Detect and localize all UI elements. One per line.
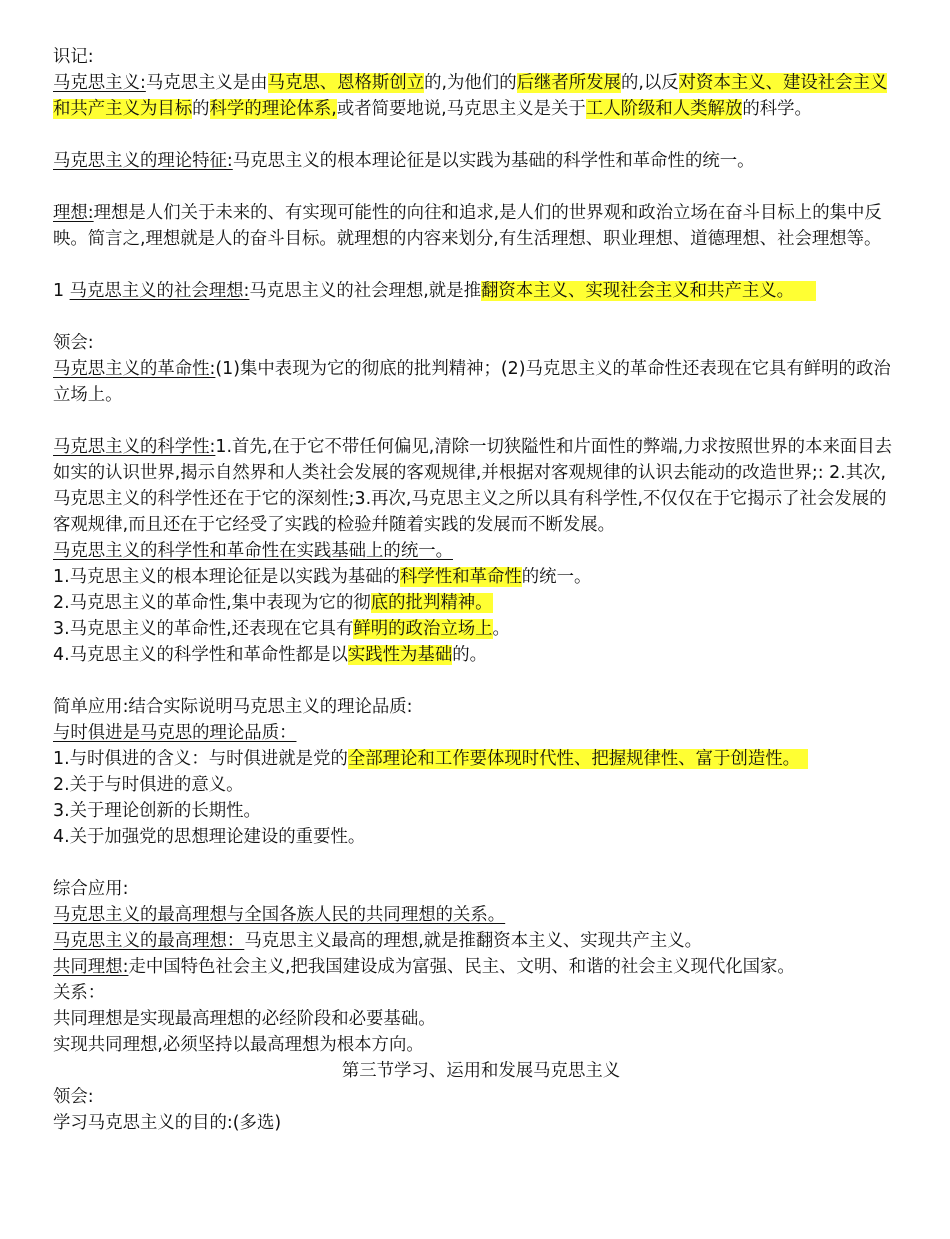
paragraph-theory-feature: 马克思主义的理论特征:马克思主义的根本理论征是以实践为基础的科学性和革命性的统一。 [53, 151, 755, 171]
relation-line: 共同理想是实现最高理想的必经阶段和必要基础。 [53, 1009, 436, 1029]
paragraph-marxism-definition: 马克思主义:马克思主义是由马克思、恩格斯创立的,为他们的后继者所发展的,以反对资本主义、建设社会主义和共产主义为目标的科学的理论体系,或者简要地说,马克思主义是关于工人阶级和人类解放的科学。 [53, 73, 888, 119]
term-scientific: 马克思主义的科学性: [53, 437, 216, 457]
highlight: 科学性和革命性 [400, 567, 522, 587]
highlight: 翻资本主义、实现社会主义和共产主义。 [481, 281, 816, 301]
question-line: 学习马克思主义的目的:(多选) [53, 1113, 282, 1133]
list-item: 2.关于与时俱进的意义。 [53, 775, 244, 795]
paragraph-highest-ideal: 马克思主义的最高理想：马克思主义最高的理想,就是推翻资本主义、实现共产主义。 [53, 931, 702, 951]
list-item: 1.马克思主义的根本理论征是以实践为基础的科学性和革命性的统一。 [53, 567, 592, 587]
paragraph-social-ideal: 1 马克思主义的社会理想:马克思主义的社会理想,就是推翻资本主义、实现社会主义和共产主义。 [53, 278, 893, 304]
highlight: 科学的理论体系, [209, 99, 337, 119]
relation-line: 实现共同理想,必须坚持以最高理想为根本方向。 [53, 1035, 424, 1055]
highlight: 底的批判精神。 [370, 593, 493, 613]
section-title: 第三节学习、运用和发展马克思主义 [341, 1061, 621, 1081]
term-highest-ideal: 马克思主义的最高理想： [53, 931, 245, 951]
list-item: 2.马克思主义的革命性,集中表现为它的彻底的批判精神。 [53, 593, 493, 613]
heading-understand: 领会: [53, 333, 94, 353]
relation-title: 马克思主义的最高理想与全国各族人民的共同理想的关系。 [53, 905, 506, 925]
heading-simple-application: 简单应用:结合实际说明马克思主义的理论品质: [53, 697, 413, 717]
paragraph-common-ideal: 共同理想:走中国特色社会主义,把我国建设成为富强、民主、文明、和谐的社会主义现代化国家。 [53, 957, 795, 977]
list-item: 4.马克思主义的科学性和革命性都是以实践性为基础的。 [53, 645, 488, 665]
relation-label: 关系： [53, 983, 106, 1003]
highlight: 鲜明的政治立场上 [353, 619, 493, 639]
document-page [53, 44, 893, 1136]
list-item: 1.与时俱进的含义：与时俱进就是党的全部理论和工作要体现时代性、把握规律性、富于创造性。 [53, 746, 893, 772]
highlight: 马克思、恩格斯创立 [267, 73, 425, 93]
term-theory-feature: 马克思主义的理论特征: [53, 151, 233, 171]
heading-understand-2: 领会: [53, 1087, 94, 1107]
list-item: 4.关于加强党的思想理论建设的重要性。 [53, 827, 366, 847]
term-common-ideal: 共同理想: [53, 957, 129, 977]
term-keep-pace: 与时俱进是马克思的理论品质： [53, 723, 297, 743]
term-ideal: 理想: [53, 203, 94, 223]
heading-comprehensive-application: 综合应用: [53, 879, 129, 899]
unity-title: 马克思主义的科学性和革命性在实践基础上的统一。 [53, 541, 453, 561]
paragraph-revolutionary: 马克思主义的革命性:(1)集中表现为它的彻底的批判精神；(2)马克思主义的革命性还表现在它具有鲜明的政治立场上。 [53, 359, 891, 405]
highlight: 实践性为基础 [347, 645, 453, 665]
term-social-ideal: 马克思主义的社会理想: [69, 281, 250, 301]
heading-memorize: 识记: [53, 47, 94, 67]
list-item: 3.马克思主义的革命性,还表现在它具有鲜明的政治立场上。 [53, 619, 510, 639]
paragraph-ideal: 理想:理想是人们关于未来的、有实现可能性的向往和追求,是人们的世界观和政治立场在奋斗目标上的集中反映。简言之,理想就是人的奋斗目标。就理想的内容来划分,有生活理想、职业理想、道德理想、社会理想等。 [53, 203, 882, 249]
highlight: 对资本主义、建设社会主义和共产主义为目标 [53, 73, 888, 119]
highlight: 全部理论和工作要体现时代性、把握规律性、富于创造性。 [348, 749, 808, 769]
term-marxism: 马克思主义: [53, 73, 146, 93]
paragraph-scientific: 马克思主义的科学性:1.首先,在于它不带任何偏见,清除一切狭隘性和片面性的弊端,力求按照世界的本来面目去如实的认识世界,揭示自然界和人类社会发展的客观规律,并根据对客观规律的认识去能动的改造世界;: 2.其次,马克思主义的科学性还在于它的深刻性;3.再次,马克思主义之所以具有科学性,不仅仅在于它揭示了社会发展的客观规律,而且还在于它经受了实践的检验幷随着实践的发展而不断发展。 [53, 437, 893, 535]
term-revolutionary: 马克思主义的革命性: [53, 359, 216, 379]
highlight: 后继者所发展 [516, 73, 621, 93]
highlight: 工人阶级和人类解放 [585, 99, 743, 119]
list-item: 3.关于理论创新的长期性。 [53, 801, 261, 821]
